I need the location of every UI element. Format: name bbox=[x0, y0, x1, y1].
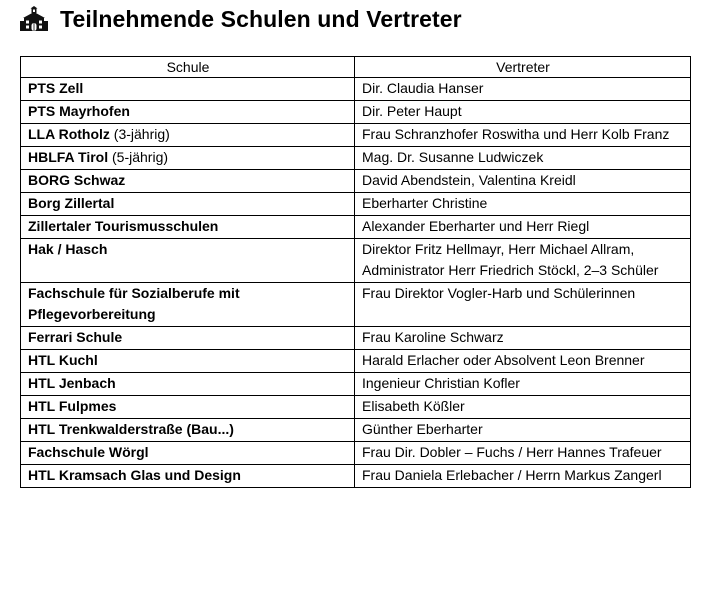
table-row bbox=[21, 396, 691, 419]
school-cell bbox=[21, 283, 355, 327]
table-row bbox=[21, 78, 691, 101]
table-row bbox=[21, 373, 691, 396]
school-cell bbox=[21, 147, 355, 170]
school-cell bbox=[21, 442, 355, 465]
table-row bbox=[21, 193, 691, 216]
table-row bbox=[21, 101, 691, 124]
school-name: HBLFA Tirol bbox=[28, 149, 109, 165]
school-cell bbox=[21, 170, 355, 193]
school-name: HTL Kuchl bbox=[28, 352, 98, 368]
table-row bbox=[21, 350, 691, 373]
school-name: Zillertaler Tourismusschulen bbox=[28, 218, 219, 234]
representative-cell: Dir. Claudia Hanser bbox=[355, 78, 691, 101]
table-row bbox=[21, 147, 691, 170]
table-row bbox=[21, 170, 691, 193]
school-cell bbox=[21, 193, 355, 216]
school-name: LLA Rotholz bbox=[28, 126, 110, 142]
school-cell bbox=[21, 101, 355, 124]
school-duration: (5-jährig) bbox=[108, 149, 169, 165]
representative-cell: Frau Daniela Erlebacher / Herrn Markus Zangerl bbox=[355, 465, 691, 488]
school-cell bbox=[21, 124, 355, 147]
table-row bbox=[21, 283, 691, 327]
table-body bbox=[21, 78, 691, 488]
representative-cell: Dir. Peter Haupt bbox=[355, 101, 691, 124]
table-row bbox=[21, 239, 691, 283]
representative-cell: Frau Karoline Schwarz bbox=[355, 327, 691, 350]
representative-cell: Alexander Eberharter und Herr Riegl bbox=[355, 216, 691, 239]
table-row bbox=[21, 216, 691, 239]
column-header-school: Schule bbox=[21, 57, 355, 78]
school-name: HTL Trenkwalderstraße (Bau...) bbox=[28, 421, 234, 437]
school-cell bbox=[21, 373, 355, 396]
schools-table bbox=[20, 56, 691, 488]
representative-cell: Elisabeth Kößler bbox=[355, 396, 691, 419]
school-cell bbox=[21, 350, 355, 373]
school-name: HTL Kramsach Glas und Design bbox=[28, 467, 241, 483]
table-row bbox=[21, 465, 691, 488]
school-cell bbox=[21, 78, 355, 101]
school-name: Ferrari Schule bbox=[28, 329, 123, 345]
representative-cell: David Abendstein, Valentina Kreidl bbox=[355, 170, 691, 193]
school-cell bbox=[21, 216, 355, 239]
school-name: BORG Schwaz bbox=[28, 172, 126, 188]
school-building-icon bbox=[20, 6, 48, 32]
school-cell bbox=[21, 239, 355, 283]
table-row bbox=[21, 124, 691, 147]
school-cell bbox=[21, 465, 355, 488]
school-name: Fachschule für Sozialberufe mit Pflegevorbereitung bbox=[28, 285, 240, 322]
table-row bbox=[21, 419, 691, 442]
school-name: PTS Mayrhofen bbox=[28, 103, 130, 119]
school-name: PTS Zell bbox=[28, 80, 84, 96]
school-duration: (3-jährig) bbox=[109, 126, 170, 142]
school-name: HTL Jenbach bbox=[28, 375, 116, 391]
representative-cell: Günther Eberharter bbox=[355, 419, 691, 442]
column-header-representative: Vertreter bbox=[355, 57, 691, 78]
page-heading bbox=[20, 4, 462, 34]
representative-cell: Frau Dir. Dobler – Fuchs / Herr Hannes Trafeuer bbox=[355, 442, 691, 465]
page-title: Teilnehmende Schulen und Vertreter bbox=[60, 5, 462, 32]
table-row bbox=[21, 442, 691, 465]
school-name: Fachschule Wörgl bbox=[28, 444, 149, 460]
table-header-row bbox=[21, 57, 691, 78]
school-name: Hak / Hasch bbox=[28, 241, 108, 257]
representative-cell: Ingenieur Christian Kofler bbox=[355, 373, 691, 396]
school-cell bbox=[21, 327, 355, 350]
representative-cell: Frau Schranzhofer Roswitha und Herr Kolb Franz bbox=[355, 124, 691, 147]
school-name: Borg Zillertal bbox=[28, 195, 115, 211]
school-cell bbox=[21, 396, 355, 419]
representative-cell: Frau Direktor Vogler-Harb und Schülerinnen bbox=[355, 283, 691, 327]
representative-cell: Mag. Dr. Susanne Ludwiczek bbox=[355, 147, 691, 170]
representative-cell: Direktor Fritz Hellmayr, Herr Michael Allram, Administrator Herr Friedrich Stöckl, 2–3 Schüler bbox=[355, 239, 691, 283]
table-row bbox=[21, 327, 691, 350]
representative-cell: Eberharter Christine bbox=[355, 193, 691, 216]
representative-cell: Harald Erlacher oder Absolvent Leon Brenner bbox=[355, 350, 691, 373]
school-cell bbox=[21, 419, 355, 442]
school-name: HTL Fulpmes bbox=[28, 398, 117, 414]
